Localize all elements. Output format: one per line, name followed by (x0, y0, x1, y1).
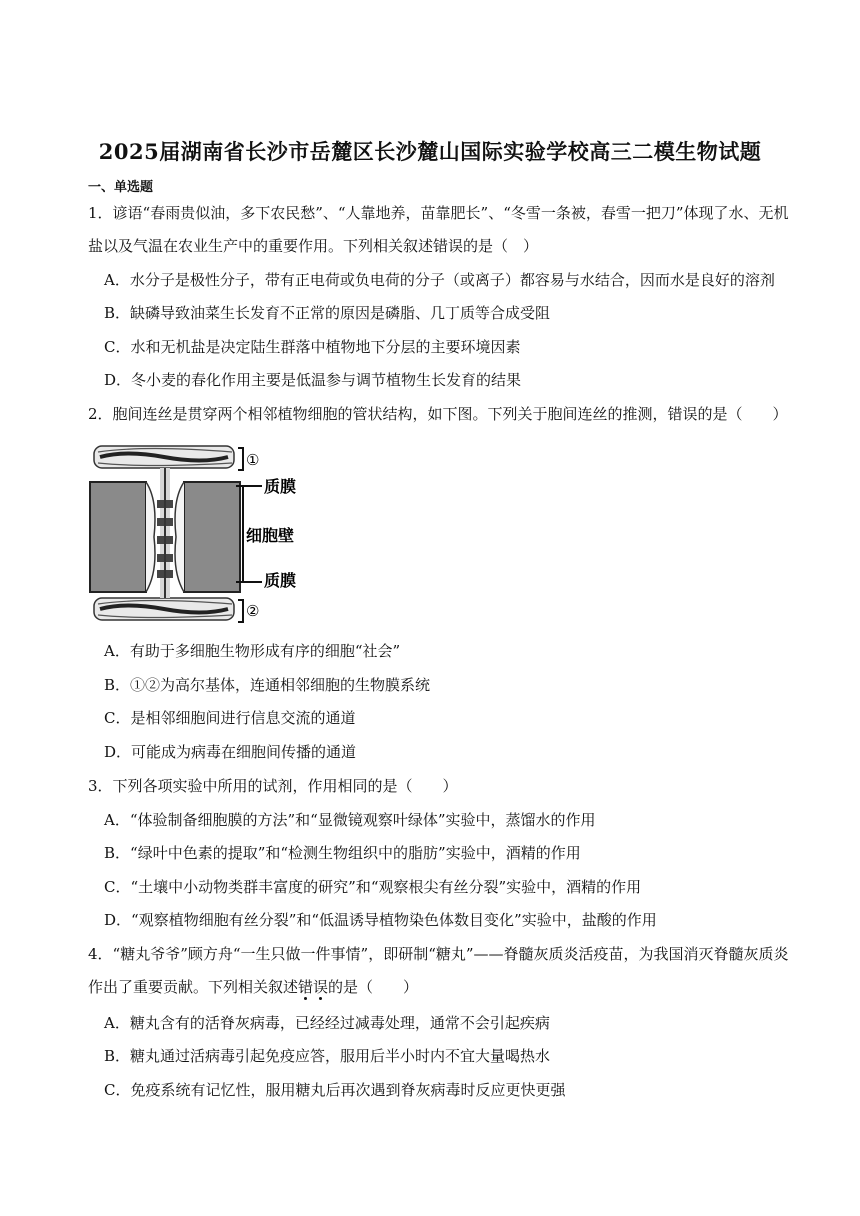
q4-emphasis-char-2: 误 (313, 978, 329, 996)
q4-stem-text: 作出了重要贡献。下列相关叙述 (88, 978, 299, 996)
label-1: ① (246, 451, 260, 469)
q3-option-b: B．“绿叶中色素的提取”和“检测生物组织中的脂肪”实验中，酒精的作用 (104, 844, 581, 862)
plasmodesma-channel (157, 468, 173, 598)
q4-option-c: C．免疫系统有记忆性，服用糖丸后再次遇到脊灰病毒时反应更快更强 (104, 1081, 566, 1099)
exam-title: 2025届湖南省长沙市岳麓区长沙麓山国际实验学校高三二模生物试题 (98, 139, 762, 164)
q4-option-a: A．糖丸含有的活脊灰病毒，已经经过减毒处理，通常不会引起疾病 (104, 1014, 550, 1032)
q2-option-a: A．有助于多细胞生物形成有序的细胞“社会” (104, 642, 401, 660)
q2-option-c: C．是相邻细胞间进行信息交流的通道 (104, 709, 356, 727)
q1-option-b: B．缺磷导致油菜生长发育不正常的原因是磷脂、几丁质等合成受阻 (104, 304, 551, 322)
q2-option-b: B．①②为高尔基体，连通相邻细胞的生物膜系统 (104, 676, 431, 694)
q4-stem-line1: 4．“糖丸爷爷”顾方舟“一生只做一件事情”，即研制“糖丸”——脊髓灰质炎活疫苗，为我国消灭脊髓灰质炎 (88, 945, 789, 963)
q3-option-d: D．“观察植物细胞有丝分裂”和“低温诱导植物染色体数目变化”实验中，盐酸的作用 (104, 911, 657, 929)
q3-option-a: A．“体验制备细胞膜的方法”和“显微镜观察叶绿体”实验中，蒸馏水的作用 (104, 811, 596, 829)
q2-stem: 2．胞间连丝是贯穿两个相邻植物细胞的管状结构，如下图。下列关于胞间连丝的推测，错误的是（ ） (88, 405, 788, 423)
q3-option-c: C．“土壤中小动物类群丰富度的研究”和“观察根尖有丝分裂”实验中，酒精的作用 (104, 878, 642, 896)
q1-stem-line1: 1．谚语“春雨贵似油，多下农民愁”、“人靠地养，苗靠肥长”、“冬雪一条被，春雪一把刀”体现了水、无机 (88, 204, 789, 222)
q3-stem: 3．下列各项实验中所用的试剂，作用相同的是（ ） (88, 777, 458, 795)
q2-option-d: D．可能成为病毒在细胞间传播的通道 (104, 743, 357, 761)
q1-option-d: D．冬小麦的春化作用主要是低温参与调节植物生长发育的结果 (104, 371, 522, 389)
q4-stem-end: 的是（ ） (328, 978, 419, 996)
section-heading: 一、单选题 (88, 180, 154, 195)
label-membrane-top: 质膜 (264, 477, 297, 496)
q4-option-b: B．糖丸通过活病毒引起免疫应答，服用后半小时内不宜大量喝热水 (104, 1047, 551, 1065)
bottom-cell-membrane (94, 598, 234, 620)
q1-stem-line2: 盐以及气温在农业生产中的重要作用。下列相关叙述错误的是（ ） (88, 237, 539, 255)
q1-option-a: A．水分子是极性分子，带有正电荷或负电荷的分子（或离子）都容易与水结合，因而水是良好的溶剂 (104, 271, 775, 289)
top-cell-membrane (94, 446, 234, 468)
q1-option-c: C．水和无机盐是决定陆生群落中植物地下分层的主要环境因素 (104, 338, 521, 356)
q4-stem-line2 (88, 977, 418, 997)
q4-emphasis-char-1: 错 (298, 978, 314, 996)
label-membrane-bottom: 质膜 (264, 571, 297, 590)
plasmodesmata-figure (86, 440, 326, 630)
label-2: ② (246, 602, 260, 620)
label-cell-wall: 细胞壁 (246, 526, 295, 545)
